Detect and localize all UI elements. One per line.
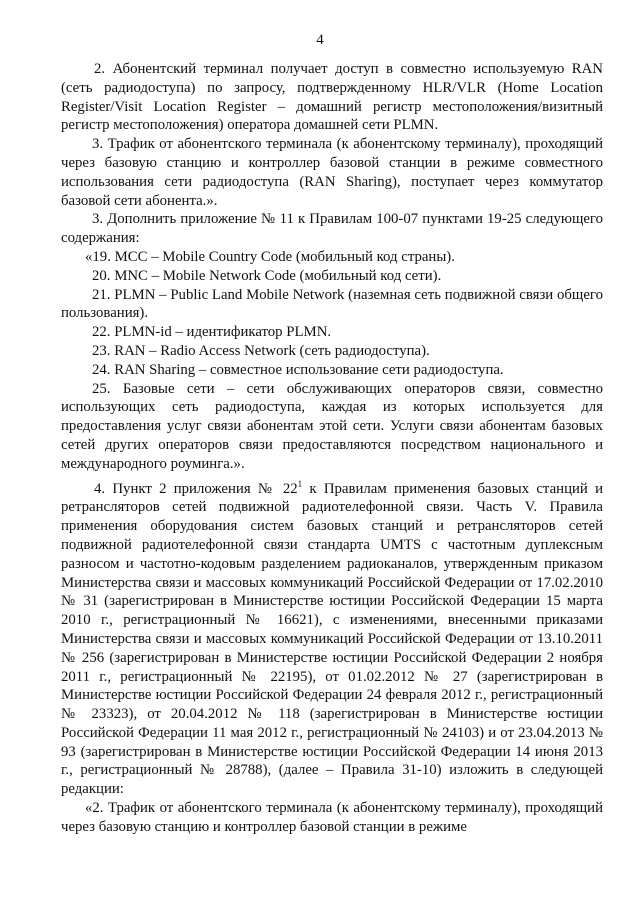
paragraph-new-traffic-clause: «2. Трафик от абонентского терминала (к абонентскому терминалу), проходящий через базовую станцию и контроллер базовой станции в режиме [61,800,603,835]
page-number: 4 [316,32,324,48]
footnote-mark: 1 [297,478,303,489]
definition-ran: 23. RAN – Radio Access Network (сеть радиодоступа). [92,342,430,359]
definition-ran-sharing: 24. RAN Sharing – совместное использование сети радиодоступа. [92,361,504,378]
definition-mcc: «19. MCC – Mobile Country Code (мобильный код страны). [85,248,455,265]
paragraph-traffic-routing: 3. Трафик от абонентского терминала (к абонентскому терминалу), проходящий через базовую станцию и контроллер базовой станции в режиме совместного использования сети радиодоступа (RAN Sharing), поступает через коммутатор базовой сети абонента.». [61,136,603,209]
paragraph-annex-22-amendment [61,480,603,800]
definition-core-networks: 25. Базовые сети – сети обслуживающих операторов связи, совместно использующих сеть радиодоступа, каждая из которых используется для предоставления услуг связи абонентам этой сети. Услуги связи абонентам базовых сетей других операторов связи предоставляются посредством национального и международного роуминга.». [61,380,603,472]
paragraph-annex-22-body: к Правилам применения базовых станций и ретрансляторов сетей подвижной радиотелефонной связи. Часть V. Правила применения оборудования систем базовых станций и ретрансляторов сетей подвижной радиотелефонной связи стандарта UMTS с частотным дуплексным разносом и частотно-кодовым разделением радиоканалов, утвержденным приказом Министерства связи и массовых коммуникаций Российской Федерации от 17.02.2010 № 31 (зарегистрирован в Министерстве юстиции Российской Федерации 15 марта 2010 г., регистрационный № 16621), с изменениями, внесенными приказами Министерства связи и массовых коммуникаций Российской Федерации от 13.10.2011 № 256 (зарегистрирован в Министерстве юстиции Российской Федерации 2 ноября 2011 г., регистрационный № 22195), от 01.02.2012 № 27 (зарегистрирован в Министерстве юстиции Российской Федерации 24 февраля 2012 г., регистрационный № 23323), от 20.04.2012 № 118 (зарегистрирован в Министерстве юстиции Российской Федерации 11 мая 2012 г., регистрационный № 24103) и от 23.04.2013 № 93 (зарегистрирован в Министерстве юстиции Российской Федерации 14 июня 2013 г., регистрационный № 28788), (далее – Правила 31-10) изложить в следующей редакции: [61,480,603,798]
definition-plmn-id: 22. PLMN-id – идентификатор PLMN. [92,324,332,341]
paragraph-abonent-access: 2. Абонентский терминал получает доступ в совместно используемую RAN (сеть радиодоступа) по запросу, подтвержденному HLR/VLR (Home Location Register/Visit Location Register – домашний регистр местоположения/визитный регистр местоположения) оператора домашней сети PLMN. [61,61,603,134]
definition-plmn: 21. PLMN – Public Land Mobile Network (наземная сеть подвижной связи общего пользования). [61,286,603,322]
paragraph-supplement-annex: 3. Дополнить приложение № 11 к Правилам 100-07 пунктами 19-25 следующего содержания: [61,211,603,247]
document-body [61,60,603,837]
definition-mnc: 20. MNC – Mobile Network Code (мобильный код сети). [92,267,442,284]
paragraph-annex-22-lead: 4. Пункт 2 приложения № 22 [94,480,298,497]
